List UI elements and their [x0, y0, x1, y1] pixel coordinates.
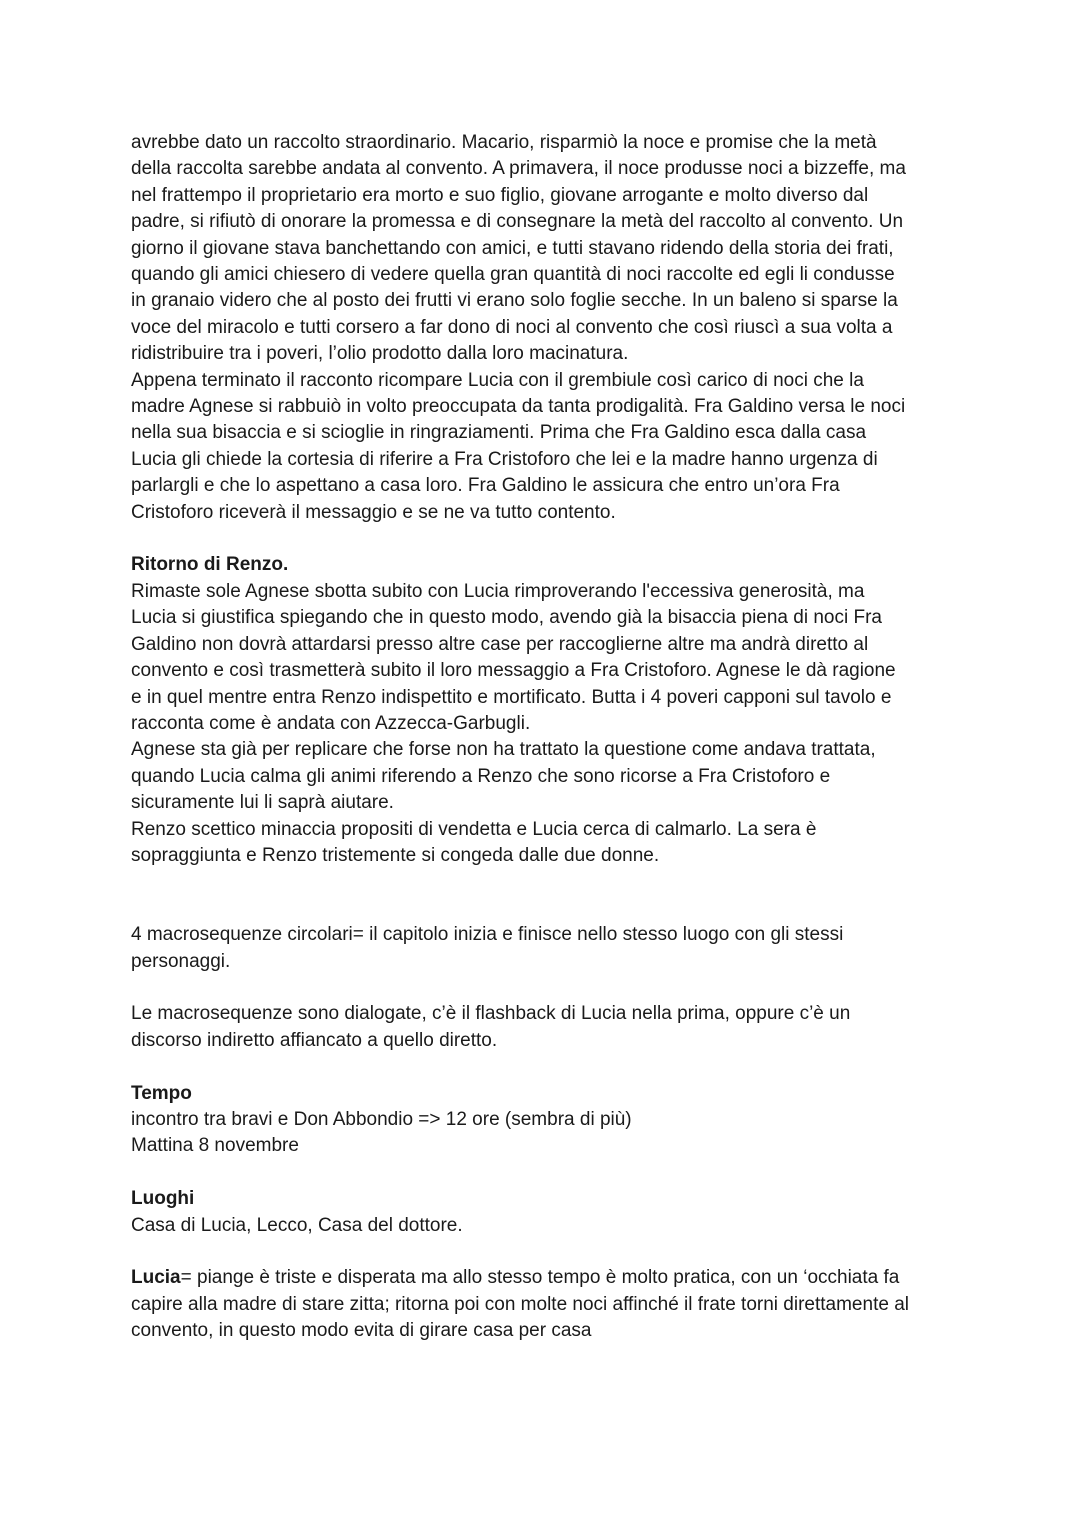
text-line: Mattina 8 novembre — [131, 1135, 299, 1157]
text-line: nel frattempo il proprietario era morto e suo figlio, giovane arrogante e molto diverso dal — [131, 184, 869, 206]
spacer — [131, 1239, 961, 1265]
text-line: racconta come è andata con Azzecca-Garbugli. — [131, 712, 531, 734]
text-line: Galdino non dovrà attardarsi presso altre case per raccoglierne altre ma andrà diretto al — [131, 633, 869, 655]
text-line: discorso indiretto affiancato a quello diretto. — [131, 1029, 498, 1051]
text-line: avrebbe dato un raccolto straordinario. Macario, risparmiò la noce e promise che la metà — [131, 132, 877, 153]
text-line: 4 macrosequenze circolari= il capitolo inizia e finisce nello stesso luogo con gli stessi — [131, 924, 844, 946]
text-line: madre Agnese si rabbuiò in volto preoccupata da tanta prodigalità. Fra Galdino versa le noci — [131, 396, 906, 418]
text-line: convento, in questo modo evita di girare casa per casa — [131, 1320, 592, 1342]
character-description: = piange è triste e disperata ma allo stesso tempo è molto pratica, con un ‘occhiata fa — [180, 1267, 900, 1289]
text-line: sicuramente lui li saprà aiutare. — [131, 792, 394, 814]
section-ritorno-di-renzo — [131, 552, 961, 869]
text-line: in granaio videro che al posto dei frutti vi erano solo foglie secche. In un baleno si sparse la — [131, 290, 898, 312]
text-line: ridistribuire tra i poveri, l’olio prodotto dalla loro macinatura. — [131, 343, 629, 365]
text-line: Appena terminato il racconto ricompare Lucia con il grembiule così carico di noci che la — [131, 369, 864, 391]
paragraph-macrosequenze-dialogate — [131, 1001, 961, 1054]
text-line: capire alla madre di stare zitta; ritorna poi con molte noci affinché il frate torni direttamente al — [131, 1293, 909, 1315]
text-line: della raccolta sarebbe andata al convento. A primavera, il noce produsse noci a bizzeffe, ma — [131, 158, 906, 180]
text-line: padre, si rifiutò di onorare la promessa e di consegnare la metà del raccolto al convento. Un — [131, 211, 904, 233]
spacer — [131, 975, 961, 1001]
paragraph-macrosequenze — [131, 922, 961, 975]
text-line: nella sua bisaccia e si scioglie in ringraziamenti. Prima che Fra Galdino esca dalla casa — [131, 422, 867, 444]
text-line: personaggi. — [131, 950, 231, 972]
spacer — [131, 1054, 961, 1080]
text-line: incontro tra bravi e Don Abbondio => 12 ore (sembra di più) — [131, 1108, 632, 1130]
text-line: Lucia gli chiede la cortesia di riferire a Fra Cristoforo che lei e la madre hanno urgenza di — [131, 448, 878, 470]
text-line: Agnese sta già per replicare che forse non ha trattato la questione come andava trattata, — [131, 739, 876, 761]
text-line: convento e così trasmetterà subito il loro messaggio a Fra Cristoforo. Agnese le dà ragione — [131, 660, 896, 682]
paragraph-story — [131, 130, 961, 526]
spacer — [131, 869, 961, 922]
spacer — [131, 1160, 961, 1186]
text-line: Le macrosequenze sono dialogate, c’è il flashback di Lucia nella prima, oppure c’è un — [131, 1003, 851, 1025]
section-heading: Tempo — [131, 1082, 192, 1104]
text-line: Rimaste sole Agnese sbotta subito con Lucia rimproverando l'eccessiva generosità, ma — [131, 580, 865, 602]
section-luoghi — [131, 1186, 961, 1239]
character-label: Lucia — [131, 1267, 181, 1289]
text-line: Casa di Lucia, Lecco, Casa del dottore. — [131, 1214, 463, 1236]
text-line: parlargli e che lo aspettano a casa loro. Fra Galdino le assicura che entro un’ora Fra — [131, 475, 840, 497]
section-heading: Ritorno di Renzo. — [131, 554, 289, 576]
section-tempo — [131, 1081, 961, 1160]
text-line — [131, 1265, 961, 1291]
text-line: quando Lucia calma gli animi riferendo a Renzo che sono ricorse a Fra Cristoforo e — [131, 765, 831, 787]
section-lucia — [131, 1265, 961, 1344]
text-line: Lucia si giustifica spiegando che in questo modo, avendo già la bisaccia piena di noci Fra — [131, 607, 882, 629]
text-line: Cristoforo riceverà il messaggio e se ne va tutto contento. — [131, 501, 616, 523]
text-line: Renzo scettico minaccia propositi di vendetta e Lucia cerca di calmarlo. La sera è — [131, 818, 817, 840]
text-line: sopraggiunta e Renzo tristemente si congeda dalle due donne. — [131, 844, 660, 866]
section-heading: Luoghi — [131, 1188, 195, 1210]
text-line: voce del miracolo e tutti corsero a far dono di noci al convento che così riuscì a sua volta a — [131, 316, 893, 338]
spacer — [131, 526, 961, 552]
text-line: e in quel mentre entra Renzo indispettito e mortificato. Butta i 4 poveri capponi sul tavolo e — [131, 686, 892, 708]
text-line: quando gli amici chiesero di vedere quella gran quantità di noci raccolte ed egli li condusse — [131, 264, 895, 286]
text-line: giorno il giovane stava banchettando con amici, e tutti stavano ridendo della storia dei frati, — [131, 237, 894, 259]
document-page — [131, 130, 961, 1345]
